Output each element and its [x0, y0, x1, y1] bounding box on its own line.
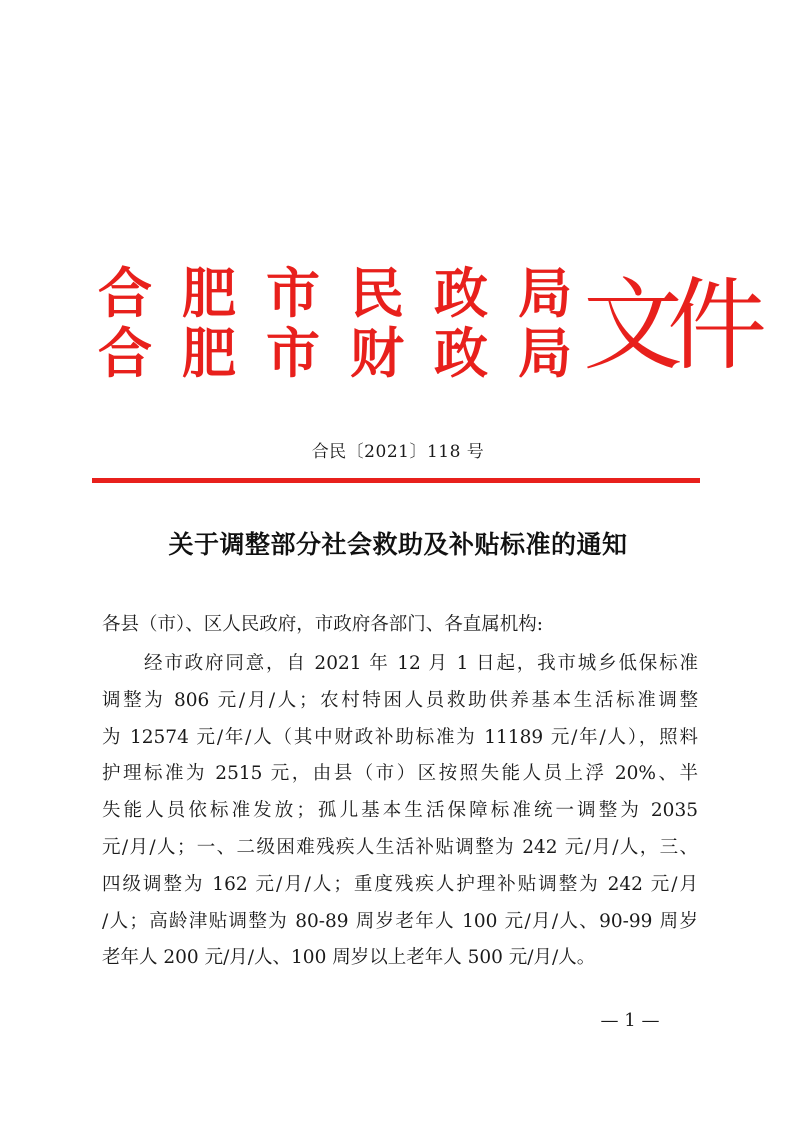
- body-line: 为 12574 元/年/人（其中财政补助标准为 11189 元/年/人），照料: [102, 726, 698, 748]
- body-line: 经市政府同意，自 2021 年 12 月 1 日起，我市城乡低保标准: [144, 653, 698, 674]
- issuer-char: 合: [98, 262, 152, 325]
- body-line: 失能人员依标准发放；孤儿基本生活保障标准统一调整为 2035: [102, 800, 698, 822]
- issuer-char: 合: [98, 322, 152, 385]
- body-line: /人；高龄津贴调整为 80-89 周岁老年人 100 元/月/人、90-99 周岁: [102, 910, 698, 932]
- page-number: — 1 —: [600, 1010, 660, 1031]
- document-title: 关于调整部分社会救助及补贴标准的通知: [168, 530, 628, 559]
- issuer-finance-bureau: [95, 324, 575, 384]
- red-divider-line: [92, 478, 700, 483]
- issuer-char: 市: [266, 322, 320, 385]
- issuer-char: 肥: [182, 262, 236, 325]
- issuer-char: 政: [434, 262, 488, 325]
- body-paragraph: [102, 646, 698, 977]
- addressee-line: 各县（市）、区人民政府，市政府各部门、各直属机构:: [102, 614, 543, 635]
- issuer-civil-affairs-bureau: [95, 264, 575, 324]
- issuer-char: 局: [518, 322, 572, 385]
- body-line: 四级调整为 162 元/月/人；重度残疾人护理补贴调整为 242 元/月: [102, 873, 698, 895]
- issuer-char: 市: [266, 262, 320, 325]
- body-line: 老年人 200 元/月/人、100 周岁以上老年人 500 元/月/人。: [102, 947, 596, 969]
- body-line: 元/月/人；一、二级困难残疾人生活补贴调整为 242 元/月/人，三、: [102, 836, 698, 858]
- issuer-char: 财: [350, 322, 404, 385]
- issuer-char: 政: [434, 322, 488, 385]
- issuer-char: 民: [350, 262, 404, 325]
- document-header: [95, 262, 751, 392]
- body-line: 调整为 806 元/月/人；农村特困人员救助供养基本生活标准调整: [102, 689, 698, 711]
- body-line: 护理标准为 2515 元，由县（市）区按照失能人员上浮 20%、半: [102, 763, 698, 785]
- document-type-word: 文件: [583, 267, 751, 384]
- issuer-char: 局: [518, 262, 572, 325]
- issuer-char: 肥: [182, 322, 236, 385]
- document-number: 合民〔2021〕118 号: [311, 442, 485, 462]
